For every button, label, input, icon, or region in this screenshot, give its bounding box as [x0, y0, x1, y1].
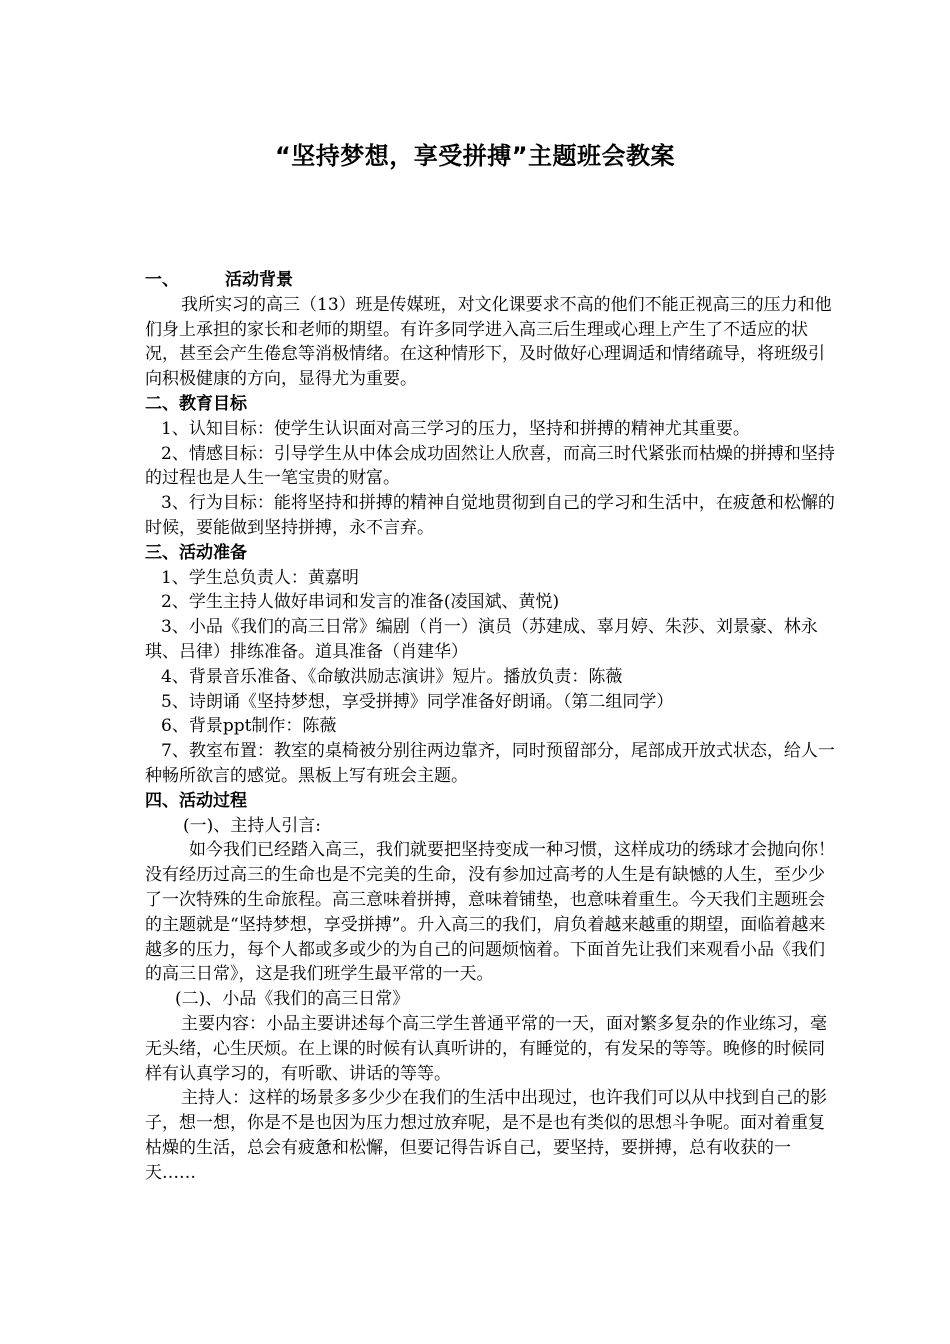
paragraph: 我所实习的高三（13）班是传媒班，对文化课要求不高的他们不能正视高三的压力和他们身上承担的家长和老师的期望。有许多同学进入高三后生理或心理上产生了不适应的状况，甚至会产生倦怠等消极情绪。在这种情形下，及时做好心理调适和情绪疏导，将班级引向积极健康的方向，显得尤为重要。 [145, 294, 832, 390]
document-body [145, 268, 835, 1185]
subsection-heading: (一)、主持人引言: [183, 815, 321, 836]
list-item: 7、教室布置：教室的桌椅被分别往两边靠齐，同时预留部分，尾部成开放式状态，给人一种畅所欲言的感觉。黑板上写有班会主题。 [145, 741, 835, 786]
list-item: 2、学生主持人做好串词和发言的准备(凌国斌、黄悦) [161, 592, 560, 613]
list-item: 3、小品《我们的高三日常》编剧（肖一）演员（苏建成、辜月婷、朱莎、刘景豪、林永琪、吕律）排练准备。道具准备（肖建华） [145, 617, 818, 662]
list-item: 1、学生总负责人：黄嘉明 [161, 567, 359, 588]
list-item: 1、认知目标：使学生认识面对高三学习的压力，坚持和拼搏的精神尤其重要。 [161, 418, 750, 439]
list-item: 4、背景音乐准备、《命敏洪励志演讲》短片。播放负责：陈薇 [161, 666, 623, 687]
section-heading [145, 268, 835, 293]
document-title: “坚持梦想，享受拼搏”主题班会教案 [274, 142, 676, 170]
list-item: 2、情感目标：引导学生从中体会成功固然让人欣喜，而高三时代紧张而枯燥的拼搏和坚持的过程也是人生一笔宝贵的财富。 [145, 443, 835, 489]
section-heading: 三、活动准备 [145, 542, 247, 563]
section-heading: 二、教育目标 [145, 393, 247, 414]
list-item: 6、背景ppt制作：陈薇 [161, 716, 337, 737]
list-item: 5、诗朗诵《坚持梦想，享受拼搏》同学准备好朗诵。（第二组同学） [161, 691, 674, 712]
paragraph: 主要内容：小品主要讲述每个高三学生普通平常的一天，面对繁多复杂的作业练习，毫无头绪，心生厌烦。在上课的时候有认真听讲的，有睡觉的，有发呆的等等。晚修的时候同样有认真学习的，有听歌、讲话的等等。 [145, 1013, 827, 1084]
section-heading-text: 活动背景 [225, 270, 293, 290]
section-heading: 四、活动过程 [145, 790, 247, 811]
subsection-heading: (二)、小品《我们的高三日常》 [175, 989, 410, 1010]
section-number: 一、 [145, 270, 179, 290]
paragraph: 如今我们已经踏入高三，我们就要把坚持变成一种习惯，这样成功的绣球才会抛向你！没有经历过高三的生命也是不完美的生命，没有参加过高考的人生是有缺憾的人生，至少少了一次特殊的生命旅程。高三意味着拼搏，意味着铺垫，也意味着重生。今天我们主题班会的主题就是“坚持梦想，享受拼搏”。升入高三的我们，肩负着越来越重的期望，面临着越来越多的压力，每个人都或多或少的为自己的问题烦恼着。下面首先让我们来观看小品《我们的高三日常》，这是我们班学生最平常的一天。 [145, 840, 835, 985]
list-item: 3、行为目标：能将坚持和拼搏的精神自觉地贯彻到自己的学习和生活中，在疲惫和松懈的时候，要能做到坚持拼搏，永不言弃。 [145, 493, 835, 538]
paragraph: 主持人：这样的场景多多少少在我们的生活中出现过，也许我们可以从中找到自己的影子，想一想，你是不是也因为压力想过放弃呢，是不是也有类似的思想斗争呢。面对着重复枯燥的生活，总会有疲惫和松懈，但要记得告诉自己，要坚持，要拼搏，总有收获的一天…… [145, 1088, 827, 1183]
